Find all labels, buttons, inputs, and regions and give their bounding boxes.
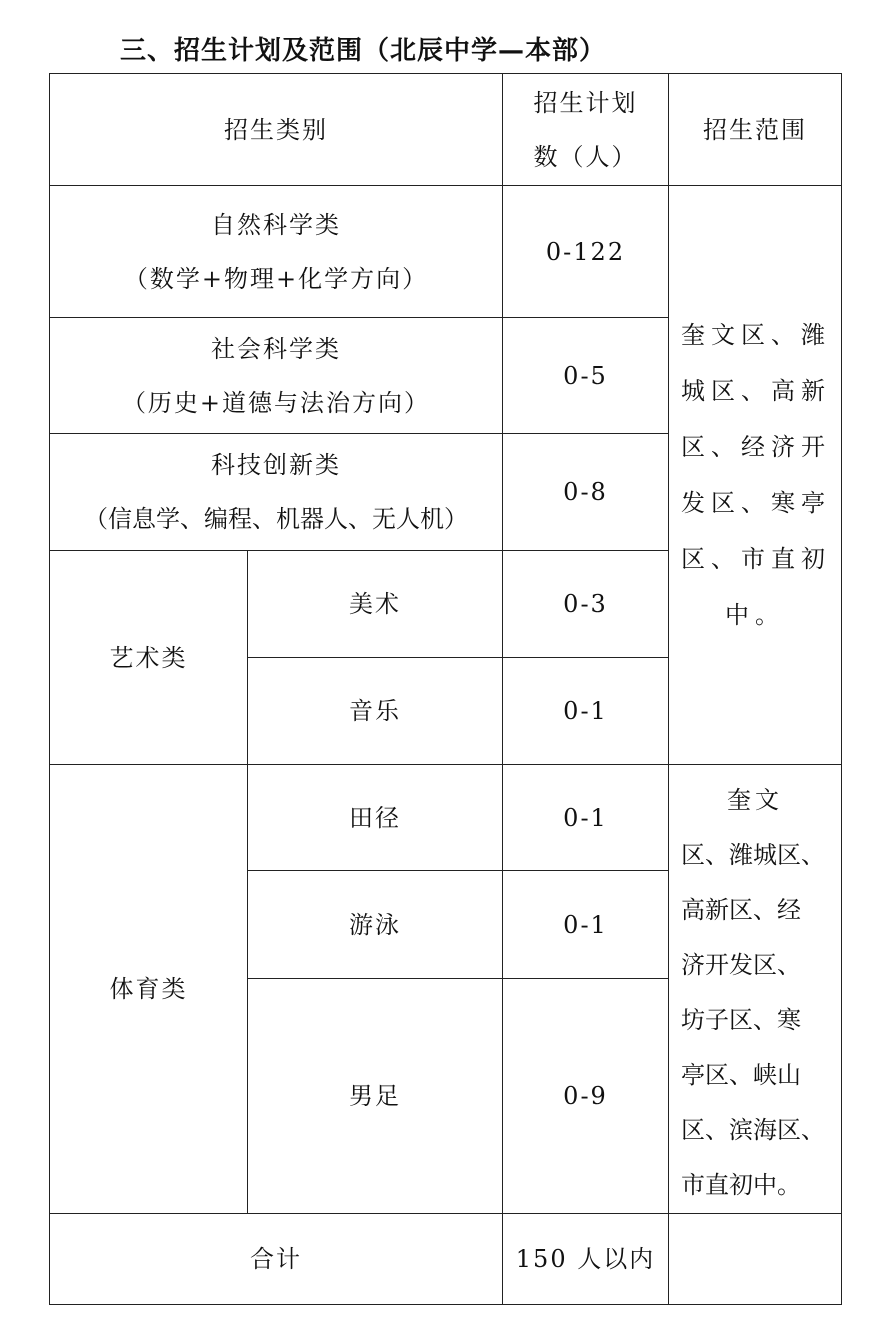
- art-category: 艺术类: [50, 551, 248, 765]
- scope-line: 中。: [725, 601, 785, 629]
- scope-cell: [669, 186, 842, 765]
- plan-cell: 0-9: [503, 978, 669, 1213]
- category-name: 自然科学类: [211, 210, 341, 239]
- category-name: 社会科学类: [211, 334, 341, 363]
- total-row: [50, 1214, 842, 1305]
- scope-line: 亭区、峡山: [681, 1061, 801, 1089]
- subcategory-cell: 男足: [248, 978, 503, 1213]
- header-row: [50, 74, 842, 186]
- sports-category: 体育类: [50, 765, 248, 1214]
- enrollment-table: [49, 73, 842, 1305]
- header-plan-line2: 数（人）: [533, 142, 638, 171]
- header-scope: 招生范围: [669, 74, 842, 186]
- scope-line: 高新区、经: [681, 896, 801, 924]
- scope-line: 奎文: [727, 786, 783, 814]
- section-title: 三、招生计划及范围（北辰中学—本部）: [120, 36, 607, 66]
- category-sub: （数学+物理+化学方向）: [123, 264, 429, 293]
- total-plan: 150 人以内: [503, 1214, 669, 1305]
- total-scope: [669, 1214, 842, 1305]
- table-row: [50, 186, 842, 318]
- scope-line: 市直初中。: [681, 1171, 801, 1199]
- total-label: 合计: [50, 1214, 503, 1305]
- subcategory-cell: 美术: [248, 551, 503, 658]
- scope-line: 区、市直初: [681, 545, 831, 573]
- plan-cell: 0-122: [503, 186, 669, 318]
- plan-cell: 0-1: [503, 871, 669, 978]
- header-plan: [503, 74, 669, 186]
- category-sub: （历史+道德与法治方向）: [121, 388, 431, 417]
- scope-line: 发区、寒亭: [681, 489, 831, 517]
- scope-line: 城区、高新: [681, 377, 831, 405]
- plan-cell: 0-8: [503, 434, 669, 551]
- scope-line: 坊子区、寒: [681, 1006, 801, 1034]
- header-category: 招生类别: [50, 74, 503, 186]
- scope-line: 奎文区、潍: [681, 321, 831, 349]
- subcategory-cell: 游泳: [248, 871, 503, 978]
- table-row: [50, 765, 842, 871]
- category-cell: [50, 318, 503, 434]
- category-cell: [50, 434, 503, 551]
- category-name: 科技创新类: [211, 451, 341, 479]
- scope-cell: [669, 765, 842, 1214]
- scope-line: 济开发区、: [681, 951, 801, 979]
- scope-line: 区、滨海区、: [681, 1116, 825, 1144]
- plan-cell: 0-3: [503, 551, 669, 658]
- plan-cell: 0-1: [503, 658, 669, 765]
- header-plan-line1: 招生计划: [533, 88, 638, 117]
- category-cell: [50, 186, 503, 318]
- category-sub: （信息学、编程、机器人、无人机）: [84, 505, 468, 533]
- scope-line: 区、潍城区、: [681, 841, 825, 869]
- plan-cell: 0-1: [503, 765, 669, 871]
- subcategory-cell: 音乐: [248, 658, 503, 765]
- plan-cell: 0-5: [503, 318, 669, 434]
- subcategory-cell: 田径: [248, 765, 503, 871]
- scope-line: 区、经济开: [681, 433, 831, 461]
